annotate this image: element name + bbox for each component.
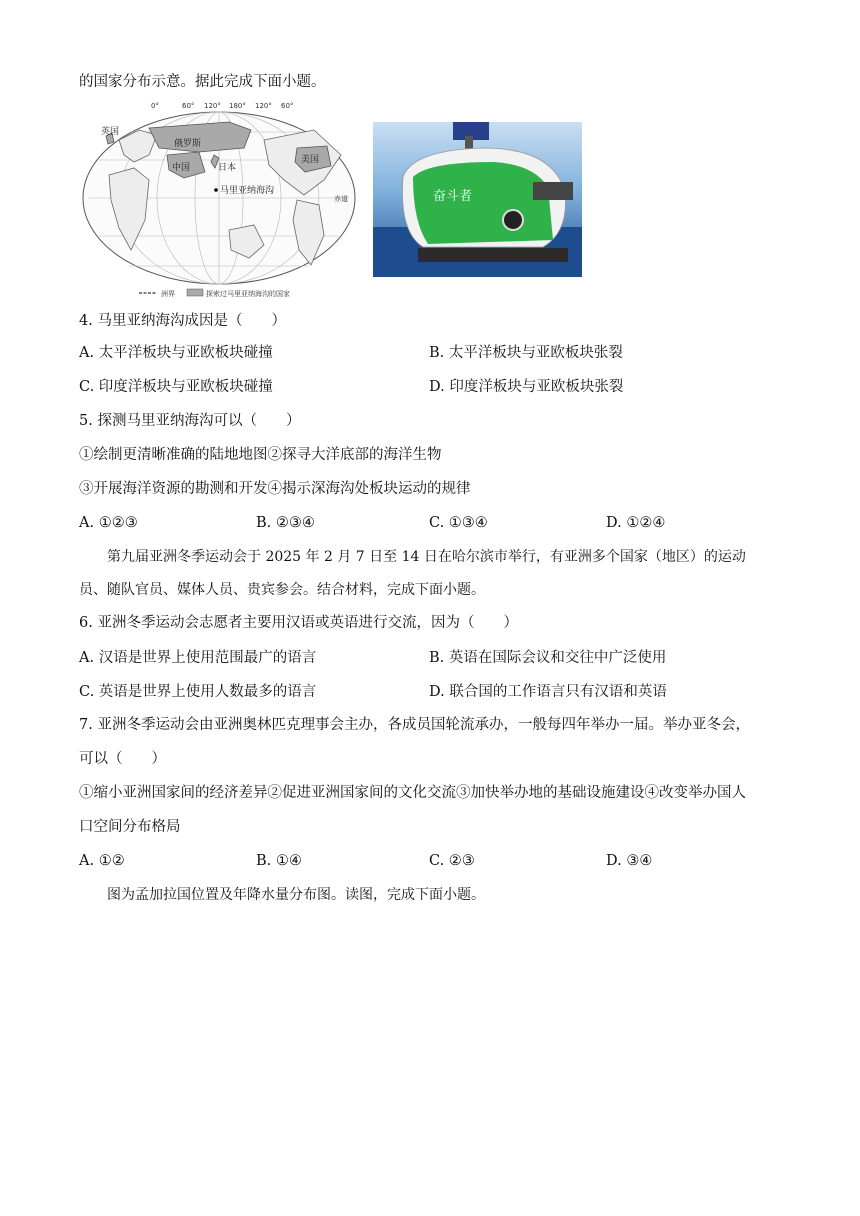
q6-option-b[interactable]: B. 英语在国际会议和交往中广泛使用 [429, 650, 667, 666]
passage3: 图为孟加拉国位置及年降水量分布图。读图，完成下面小题。 [107, 887, 485, 903]
map-tick-label: 120° [255, 102, 272, 110]
q4-stem: 4. 马里亚纳海沟成因是（ ） [79, 313, 286, 329]
country-label-russia: 俄罗斯 [174, 139, 202, 149]
legend-boundary-label: 洲界 [161, 290, 175, 298]
q7-stem-line1: 7. 亚洲冬季运动会由亚洲奥林匹克理事会主办，各成员国轮流承办，一般每四年举办一届。举办亚冬会， [79, 717, 750, 733]
q4-option-c[interactable]: C. 印度洋板块与亚欧板块碰撞 [79, 379, 273, 395]
q7-stem-line2: 可以（ ） [79, 751, 166, 767]
q5-stem: 5. 探测马里亚纳海沟可以（ ） [79, 413, 301, 429]
q7-line2: 口空间分布格局 [79, 819, 181, 835]
submersible-photo [373, 122, 582, 277]
country-label-china: 中国 [172, 163, 191, 173]
q4-option-d[interactable]: D. 印度洋板块与亚欧板块张裂 [429, 379, 624, 395]
map-top-ticks [151, 102, 293, 110]
q6-option-c[interactable]: C. 英语是世界上使用人数最多的语言 [79, 684, 317, 700]
q7-option-d[interactable]: D. ③④ [606, 853, 653, 869]
q5-line1: ①绘制更清晰准确的陆地地图②探寻大洋底部的海洋生物 [79, 447, 442, 463]
map-tick-label: 180° [229, 102, 246, 110]
q7-option-b[interactable]: B. ①④ [256, 853, 302, 869]
q7-option-a[interactable]: A. ①② [79, 853, 125, 869]
submersible-name: 奋斗者 [433, 189, 473, 204]
legend-countries-label: 探索过马里亚纳海沟的国家 [206, 290, 290, 298]
passage2-line1: 第九届亚洲冬季运动会于 2025 年 2 月 7 日至 14 日在哈尔滨市举行，有亚洲多个国家（地区）的运动 [107, 549, 746, 565]
q6-option-d[interactable]: D. 联合国的工作语言只有汉语和英语 [429, 684, 667, 700]
q7-line1: ①缩小亚洲国家间的经济差异②促进亚洲国家间的文化交流③加快举办地的基础设施建设④改变举办国人 [79, 785, 746, 801]
map-tick-label: 120° [204, 102, 221, 110]
trench-marker [214, 188, 218, 192]
q4-option-b[interactable]: B. 太平洋板块与亚欧板块张裂 [429, 345, 623, 361]
map-tick-label: 0° [151, 102, 159, 110]
intro-line: 的国家分布示意。据此完成下面小题。 [79, 74, 326, 90]
q5-option-a[interactable]: A. ①②③ [79, 515, 138, 531]
q4-option-a[interactable]: A. 太平洋板块与亚欧板块碰撞 [79, 345, 273, 361]
country-label-uk: 英国 [101, 127, 120, 137]
map-legend [139, 289, 290, 298]
q5-option-c[interactable]: C. ①③④ [429, 515, 488, 531]
q5-option-d[interactable]: D. ①②④ [606, 515, 666, 531]
country-label-japan: 日本 [218, 163, 237, 173]
world-map-figure [79, 100, 361, 300]
map-tick-label: 60° [281, 102, 294, 110]
q5-line2: ③开展海洋资源的勘测和开发④揭示深海沟处板块运动的规律 [79, 481, 471, 497]
country-label-usa: 美国 [301, 155, 320, 165]
q6-option-a[interactable]: A. 汉语是世界上使用范围最广的语言 [79, 650, 317, 666]
trench-label: 马里亚纳海沟 [220, 186, 275, 196]
equator-label: 赤道 [334, 195, 348, 203]
q6-stem: 6. 亚洲冬季运动会志愿者主要用汉语或英语进行交流，因为（ ） [79, 615, 518, 631]
passage2-line2: 员、随队官员、媒体人员、贵宾参会。结合材料，完成下面小题。 [79, 582, 485, 598]
map-tick-label: 60° [182, 102, 195, 110]
q7-option-c[interactable]: C. ②③ [429, 853, 475, 869]
q5-option-b[interactable]: B. ②③④ [256, 515, 315, 531]
